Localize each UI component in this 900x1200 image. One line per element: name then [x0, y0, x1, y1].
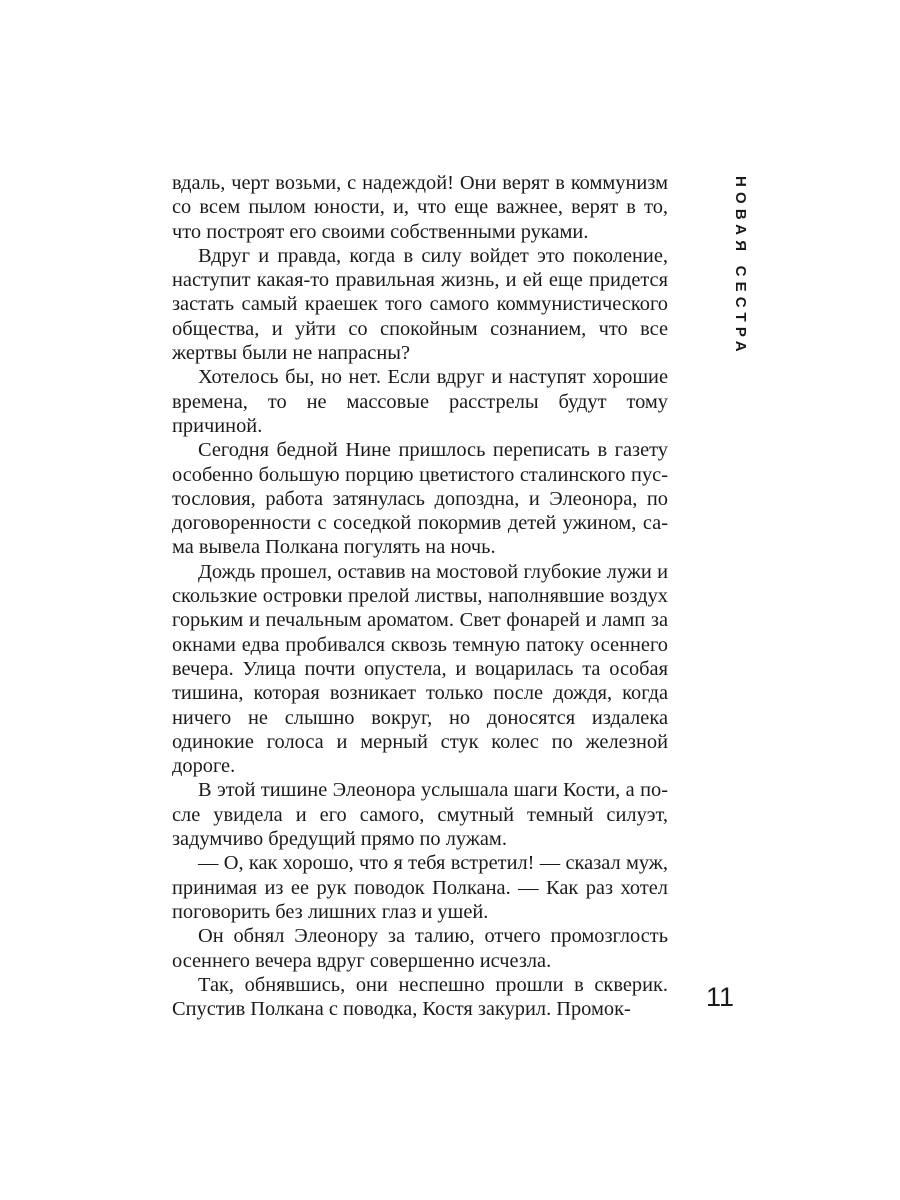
running-head: НОВАЯ СЕСТРА [732, 176, 749, 357]
paragraph: вдаль, черт возьми, с надеждой! Они верят в коммунизм со всем пылом юности, и, что еще важнее, верят в то, что построят его своими собственными руками. [172, 172, 668, 243]
paragraph: Хотелось бы, но нет. Если вдруг и наступят хорошие времена, то не массовые расстрелы будут тому причиной. [172, 366, 668, 437]
paragraph: Он обнял Элеонору за талию, отчего промозглость осеннего вечера вдруг совершенно исчезла. [172, 925, 668, 972]
paragraph: — О, как хорошо, что я тебя встретил! — сказал муж, принимая из ее рук поводок Полкана. — Как раз хотел поговорить без лишних глаз и ушей. [172, 852, 668, 923]
page-number: 11 [706, 982, 735, 1012]
paragraph: Так, обнявшись, они неспешно прошли в скверик. Спустив Полкана с поводка, Костя закурил. Промок- [172, 973, 668, 1021]
paragraph: Вдруг и правда, когда в силу войдет это поколение, наступит какая-то правильная жизнь, и ей еще придется застать самый краешек того самого коммунистического общества, и уйти со спокойным сознанием, что все жертвы были не напрасны? [172, 244, 668, 365]
paragraph: В этой тишине Элеонора услышала шаги Кости, а после увидела и его самого, смутный темный силуэт, задумчиво бредущий прямо по лужам. [172, 779, 668, 851]
body-text [172, 171, 668, 1021]
paragraph: Дождь прошел, оставив на мостовой глубокие лужи и скользкие островки прелой листвы, наполнявшие воздух горьким и печальным ароматом. Свет фонарей и ламп за окнами едва пробивался сквозь темную патоку осеннего вечера. Улица почти опустела, и воцарилась та особая тишина, которая возникает только после дождя, когда ничего не слышно вокруг, но доносятся издалека одинокие голоса и мерный стук колес по железной дороге. [172, 560, 668, 778]
paragraph: Сегодня бедной Нине пришлось переписать в газету особенно большую порцию цветистого сталинского пустословия, работа затянулась допоздна, и Элеонора, по договоренности с соседкой покормив детей ужином, сама вывела Полкана погулять на ночь. [172, 439, 668, 559]
